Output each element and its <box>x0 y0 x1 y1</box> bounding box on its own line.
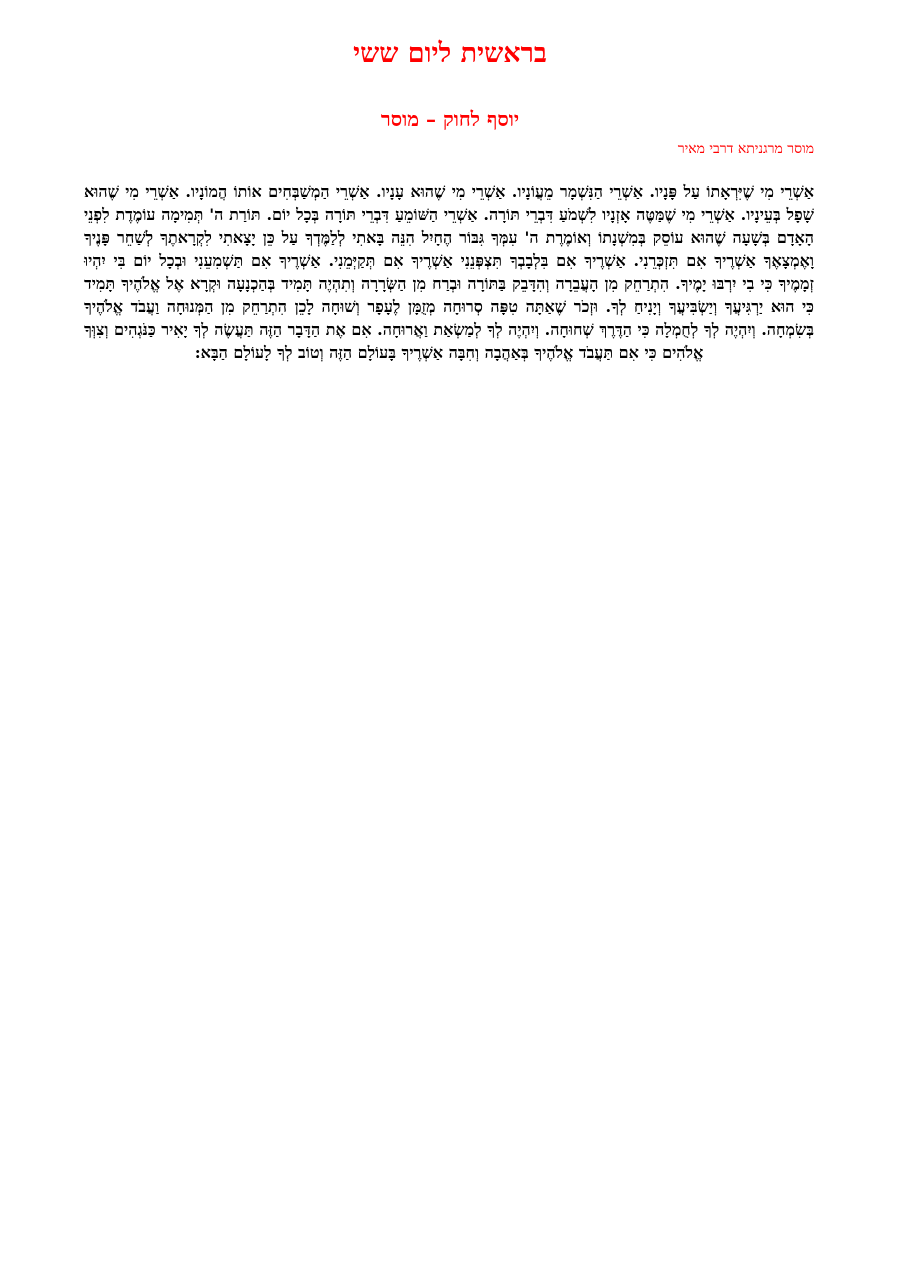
source-byline: מוסר מרגניתא דרבי מאיר <box>677 141 814 157</box>
page-subtitle: יוסף לחוק – מוסר <box>380 107 520 131</box>
page-title: בראשית ליום ששי <box>353 38 547 69</box>
body-paragraph: אַשְׁרֵי מִי שֶׁיִּרְאָתוֹ עַל פָּנָיו. אַשְׁרֵי הַנִּשְׁמָר מֵעֲוֹנָיו. אַשְׁרֵי מִי שֶׁהוּא עָנָיו. אַשְׁרֵי הַמְשַׁבְּחִים אוֹתוֹ הֲמוֹנָיו. אַשְׁרֵי מִי שֶׁהוּא שָׁפָל בְּעֵינָיו. אַשְׁרֵי מִי שֶׁמַּטֶּה אָזְנָיו לִשְׁמֹעַ דִּבְרֵי תּוֹרָה. אַשְׁרֵי הַשּׁוֹמֵעַ דִּבְרֵי תּוֹרָה בְּכָל יוֹם. תּוֹרַת ה' תְּמִימָה עוֹמֶדֶת לִפְנֵי הָאָדָם בְּשָׁעָה שֶׁהוּא עוֹסֵק בְּמִשְׁנָתוֹ וְאוֹמֶרֶת ה' עִמְּךָ גִּבּוֹר הֶחָיִל הִנֵּה בָּאתִי לְלַמֶּדְךָ עַל כֵּן יָצָאתִי לִקְרָאתֶךָ לְשַׁחֵר פָּנֶיךָ וָאֶמְצָאֶךָ אַשְׁרֶיךָ אִם תִּזְכְּרֵנִי. אַשְׁרֶיךָ אִם בִּלְבָבְךָ תִּצְפְּנֵנִי אַשְׁרֶיךָ אִם תְּקַיְּמֵנִי. אַשְׁרֶיךָ אִם תַּשְׁמִעֵנִי וּבְכָל יוֹם בִּי יִהְיוּ זְמָמֶיךָ כִּי בִי יִרְבּוּ יָמֶיךָ. הִתְרַחֵק מִן הָעֲבֵרָה וְהִדָּבֵק בַּתּוֹרָה וּבְרַח מִן הַשְּׂרָרָה וְתִהְיֶה תָּמִיד בְּהַכְנָעָה וּקְרָא אֶל אֱלֹהֶיךָ תָּמִיד כִּי הוּא יַרְגִּיעֲךָ וְיַשְׂבִּיעֲךָ וְיָנִיחַ לְךָ. וּזְכֹר שֶׁאַתָּה טִפָּה סְרוּחָה מְזֻמָּן לֶעָפָר וְשׁוּחָה לָכֵן הִתְרַחֵק מִן הַמְּנוּחָה וַעֲבֹד אֱלֹהֶיךָ בְּשִׂמְחָה. וְיִהְיֶה לְךָ לְחֻמְלָה כִּי הַדֶּרֶךְ שְׁחוּחָה. וְיִהְיֶה לְךָ לְמַשְׂאַת וַאֲרוּחָה. אִם אֶת הַדָּבָר הַזֶּה תַּעֲשֶׂה לְךָ יָאִיר כַּנֹּגְהִים וְצִוְּךָ אֱלֹהִים כִּי אִם תַּעֲבֹד אֱלֹהֶיךָ בְּאַהֲבָה וְחִבָּה אַשְׁרֶיךָ בָּעוֹלָם הַזֶּה וְטוֹב לְךָ לָעוֹלָם הַבָּא: <box>84 182 815 362</box>
